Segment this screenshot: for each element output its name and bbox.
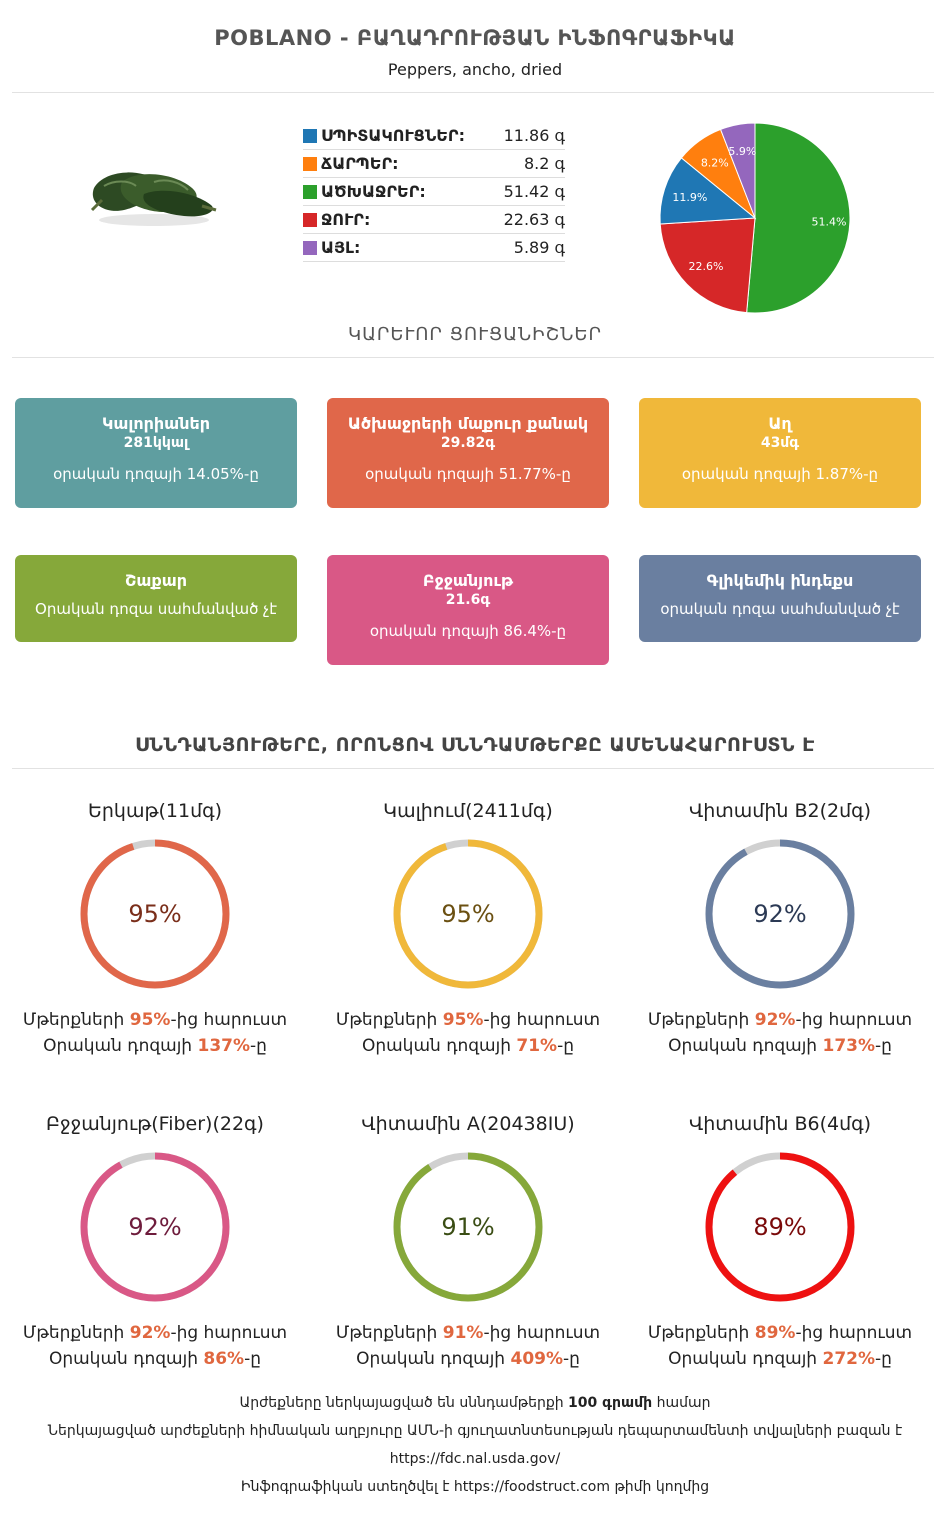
- nutrient-title: Երկաթ(11մգ): [87, 800, 223, 822]
- ring-percent-label: 92%: [753, 900, 807, 928]
- divider: [12, 768, 934, 769]
- nutrient-block: [318, 800, 618, 1056]
- legend-label: ՃԱՐՊԵՐ:: [321, 154, 399, 173]
- card-title: Շաքար: [124, 571, 187, 590]
- card-daily-value: օրական դոզայի 86.4%-ը: [369, 622, 567, 640]
- richer-than-text: Մթերքների 95%-ից հարուստ: [22, 1010, 288, 1030]
- richer-than-text: Մթերքների 91%-ից հարուստ: [335, 1323, 601, 1343]
- pepper-image: [84, 160, 224, 230]
- daily-value-text: Օրական դոզայի 409%-ը: [356, 1349, 580, 1369]
- footer-source: Ներկայացված արժեքների հիմնական աղբյուրը ԱՄՆ-ի գյուղատնտեսության դեպարտամենտի տվյալների բազան է: [47, 1423, 903, 1439]
- footer-note: Արժեքները ներկայացված են սննդամթերքի 100 գրամի համար: [239, 1395, 711, 1411]
- legend-value: 22.63 գ: [503, 210, 565, 229]
- swatch-protein: [303, 129, 317, 143]
- richer-than-text: Մթերքների 92%-ից հարուստ: [647, 1010, 913, 1030]
- legend-value: 11.86 գ: [503, 126, 565, 145]
- legend-label: ԱԾԽԱՋՐԵՐ:: [321, 182, 426, 201]
- composition-legend: [303, 122, 565, 262]
- richer-than-text: Մթերքների 92%-ից հարուստ: [22, 1323, 288, 1343]
- nutrient-title: Կալիում(2411մգ): [383, 800, 553, 822]
- daily-value-text: Օրական դոզայի 137%-ը: [43, 1036, 267, 1056]
- legend-label: ԱՅԼ:: [321, 238, 361, 257]
- composition-pie-chart: [655, 118, 855, 318]
- key-values-title: ԿԱՐԵՒՈՐ ՑՈՒՑԱՆԻՇՆԵՐ: [347, 324, 603, 345]
- ring-percent-label: 95%: [128, 900, 182, 928]
- nutrient-block: [318, 1113, 618, 1369]
- ring-percent-label: 95%: [441, 900, 495, 928]
- card-title: Ածխաջրերի մաքուր քանակ: [347, 414, 589, 433]
- daily-value-text: Օրական դոզայի 86%-ը: [48, 1349, 262, 1369]
- legend-label: ՋՈՒՐ:: [321, 210, 371, 229]
- header: [0, 26, 950, 79]
- nutrient-block: [5, 800, 305, 1056]
- footer-source-link[interactable]: https://fdc.nal.usda.gov/: [389, 1451, 561, 1467]
- card-daily-value: օրական դոզայի 51.77%-ը: [365, 465, 571, 483]
- card-title: Աղ: [768, 414, 792, 433]
- legend-row-carbs: [303, 178, 565, 206]
- richer-than-text: Մթերքների 89%-ից հարուստ: [647, 1323, 913, 1343]
- card-glycemic-index: [639, 555, 921, 642]
- card-net-carbs: [327, 398, 609, 508]
- legend-row-other: [303, 234, 565, 262]
- card-daily-value: օրական դոզայի 1.87%-ը: [681, 465, 879, 483]
- legend-value: 5.89 գ: [513, 238, 565, 257]
- divider: [12, 357, 934, 358]
- card-value: 29.82գ: [440, 435, 496, 451]
- card-daily-value: Օրական դոզա սահմանված չէ: [35, 600, 277, 618]
- legend-row-fat: [303, 150, 565, 178]
- nutrient-ring: [75, 1147, 235, 1307]
- nutrient-ring: [388, 1147, 548, 1307]
- pie-slice-label: 5.9%: [728, 144, 757, 158]
- card-title: Գլիկեմիկ ինդեքս: [706, 571, 854, 590]
- card-value: 281կկալ: [123, 435, 189, 451]
- footer-credit-link[interactable]: https://foodstruct.com: [453, 1479, 610, 1495]
- card-salt: [639, 398, 921, 508]
- footer-credit: Ինֆոգրաֆիկան ստեղծվել է https://foodstruct.com թիմի կողմից: [240, 1479, 710, 1495]
- divider: [12, 92, 934, 93]
- page-title: POBLANO - ԲԱՂԱԴՐՈՒԹՅԱՆ ԻՆՖՈԳՐԱՖԻԿԱ: [214, 26, 736, 50]
- nutrient-ring: [700, 1147, 860, 1307]
- swatch-water: [303, 213, 317, 227]
- swatch-other: [303, 241, 317, 255]
- card-fiber: [327, 555, 609, 665]
- pie-slice-label: 11.9%: [672, 191, 708, 205]
- nutrient-block: [5, 1113, 305, 1369]
- nutrient-ring: [75, 834, 235, 994]
- ring-percent-label: 91%: [441, 1213, 495, 1241]
- nutrient-title: Վիտամին A(20438IU): [361, 1113, 575, 1135]
- ring-percent-label: 92%: [128, 1213, 182, 1241]
- nutrient-ring: [700, 834, 860, 994]
- swatch-carbs: [303, 185, 317, 199]
- pie-slice-label: 22.6%: [688, 259, 724, 273]
- daily-value-text: Օրական դոզայի 173%-ը: [668, 1036, 892, 1056]
- nutrient-title: Բջջանյութ(Fiber)(22գ): [46, 1113, 264, 1135]
- card-title: Կալորիաներ: [101, 414, 211, 433]
- pie-slice-label: 8.2%: [700, 156, 729, 170]
- nutrient-block: [630, 1113, 930, 1369]
- card-daily-value: օրական դոզա սահմանված չէ: [660, 600, 900, 618]
- footer: [0, 1392, 950, 1504]
- nutrient-block: [630, 800, 930, 1056]
- card-daily-value: օրական դոզայի 14.05%-ը: [53, 465, 259, 483]
- page-subtitle: Peppers, ancho, dried: [387, 60, 563, 79]
- card-value: 21.6գ: [445, 592, 491, 608]
- nutrient-ring: [388, 834, 548, 994]
- rich-nutrients-title: ՍՆՆԴԱՆՅՈՒԹԵՐԸ, ՈՐՈՆՑՈՎ ՍՆՆԴԱՄԹԵՐՔԸ ԱՄԵՆԱՀԱՐՈՒՍՏՆ Է: [135, 734, 815, 756]
- swatch-fat: [303, 157, 317, 171]
- daily-value-text: Օրական դոզայի 71%-ը: [361, 1036, 575, 1056]
- legend-row-water: [303, 206, 565, 234]
- legend-value: 8.2 գ: [523, 154, 565, 173]
- card-title: Բջջանյութ: [422, 571, 514, 590]
- richer-than-text: Մթերքների 95%-ից հարուստ: [335, 1010, 601, 1030]
- legend-label: ՍՊԻՏԱԿՈՒՑՆԵՐ:: [321, 126, 465, 145]
- pie-slice-label: 51.4%: [811, 215, 847, 229]
- legend-row-protein: [303, 122, 565, 150]
- card-sugar: [15, 555, 297, 642]
- card-value: 43մգ: [760, 435, 800, 451]
- nutrient-title: Վիտամին B6(4մգ): [688, 1113, 872, 1135]
- nutrient-title: Վիտամին B2(2մգ): [688, 800, 872, 822]
- daily-value-text: Օրական դոզայի 272%-ը: [668, 1349, 892, 1369]
- ring-percent-label: 89%: [753, 1213, 807, 1241]
- legend-value: 51.42 գ: [503, 182, 565, 201]
- card-calories: [15, 398, 297, 508]
